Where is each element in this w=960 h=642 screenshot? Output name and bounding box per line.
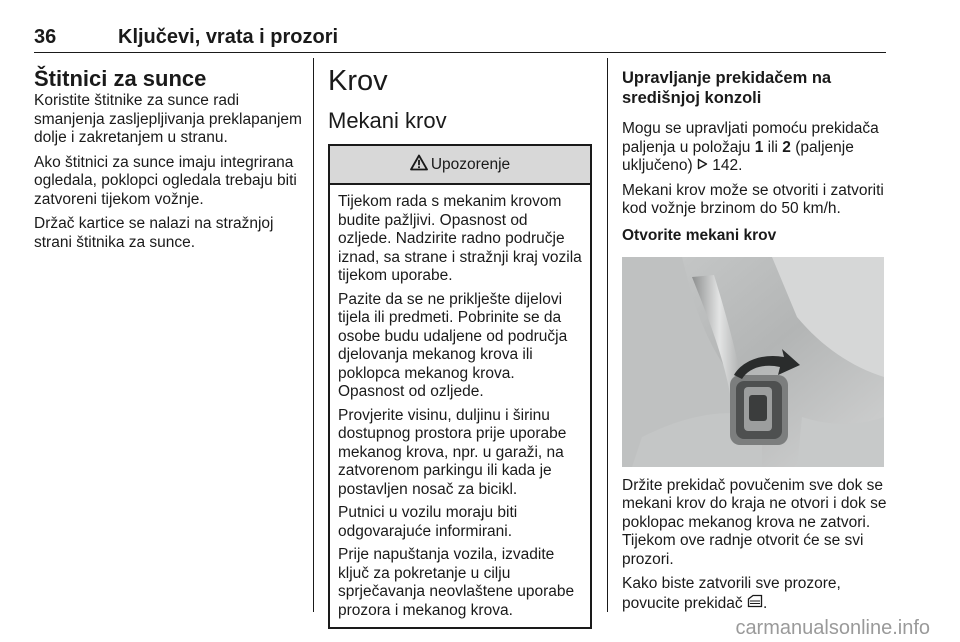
console-switch-column (622, 58, 888, 619)
paragraph: Ako štitnici za sunce imaju integrirana ogledala, poklopci ogledala trebaju biti zatvoreni tijekom vožnje. (34, 153, 297, 208)
column-divider-1 (313, 58, 314, 612)
section-title-sun-visors: Štitnici za sunce (34, 66, 207, 91)
chapter-heading-roof: Krov (328, 65, 388, 97)
page-reference[interactable]: 142. (712, 157, 743, 174)
warning-paragraph: Provjerite visinu, duljinu i širinu dostupnog prostora prije uporabe mekanog krova, npr. u garaži, na zatvorenom parkingu ili kada je postavljen nosač za bicikl. (338, 406, 567, 498)
roof-column (328, 58, 592, 629)
column-divider-2 (607, 58, 608, 612)
paragraph-speed: Mekani krov može se otvoriti i zatvoriti kod vožnje brzinom do 50 km/h. (622, 181, 884, 217)
position-number: 1 (754, 138, 764, 156)
paragraph-open-instruction: Držite prekidač povučenim sve dok se mekani krov do kraja ne otvori i dok se poklopac mekanog krova ne zatvori. Tijekom ove radnje otvorit će se svi prozori. (622, 476, 887, 568)
text: (paljenje uključeno) (622, 138, 854, 174)
chapter-title: Ključevi, vrata i prozori (118, 26, 339, 48)
paragraph: Koristite štitnike za sunce radi smanjenja zasljepljivanja preklapanjem dolje i zakretanjem u stranu. (34, 92, 302, 146)
page-reference-triangle-icon (697, 157, 708, 176)
console-switch-photo (622, 257, 884, 467)
page-number: 36 (34, 26, 57, 48)
paragraph: Držač kartice se nalazi na stražnjoj strani štitnika za sunce. (34, 215, 274, 251)
warning-paragraph: Tijekom rada s mekanim krovom budite pažljivi. Opasnost od ozljede. Nadzirite radno područje iznad, sa strane i stražnji kraj vozila tijekom uporabe. (338, 193, 582, 284)
text: ili (763, 138, 783, 156)
paragraph-ignition (622, 120, 888, 176)
section-title-console-switch: Upravljanje prekidačem na središnjoj konzoli (622, 69, 832, 107)
header-rule (34, 52, 886, 53)
text: Mogu se upravljati pomoću prekidača paljenja u položaju (622, 120, 879, 156)
warning-header (330, 146, 590, 185)
position-number: 2 (782, 138, 791, 156)
warning-box (328, 144, 592, 629)
text: Kako biste zatvorili sve prozore, povucite prekidač (622, 575, 841, 612)
warning-title: Upozorenje (430, 155, 511, 173)
warning-paragraph: Prije napuštanja vozila, izvadite ključ za pokretanje u cilju sprječavanja neovlaštene uporabe prozora i mekanog krova. (338, 546, 575, 619)
subheading-soft-top: Mekani krov (328, 108, 447, 133)
paragraph-close-windows: Kako biste zatvorili sve prozore, povucite prekidač . (622, 575, 841, 612)
watermark: carmanualsonline.info (735, 617, 930, 639)
sun-visors-column (34, 58, 302, 258)
warning-body (330, 185, 590, 627)
section-title-open-soft-top: Otvorite mekani krov (622, 226, 777, 244)
warning-paragraph: Pazite da se ne priklješte dijelovi tijela ili predmeti. Pobrinite se da osobe budu udaljene od područja djelovanja mekanog krova ili poklopca mekanog krova. Opasnost od ozljede. (338, 290, 568, 400)
warning-triangle-icon (410, 154, 428, 176)
warning-paragraph: Putnici u vozilu moraju biti odgovarajuće informirani. (338, 504, 518, 540)
window-switch-icon (747, 595, 763, 612)
page-header (34, 26, 886, 52)
